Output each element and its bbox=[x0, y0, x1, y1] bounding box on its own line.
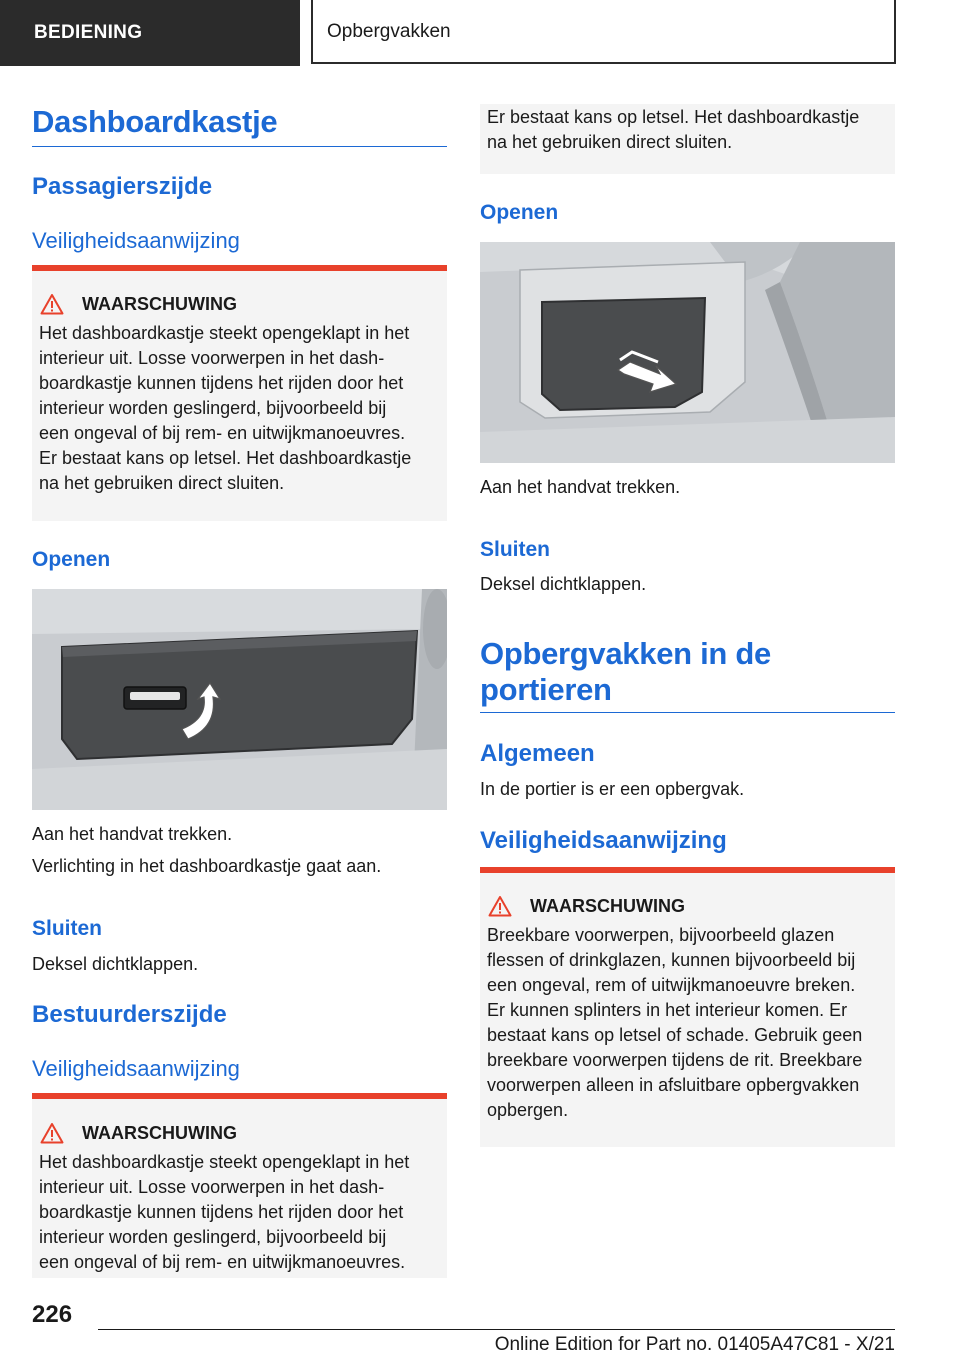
warning-line: na het gebruiken direct sluiten. bbox=[487, 132, 733, 152]
footer-rule bbox=[98, 1329, 895, 1330]
warning-text bbox=[487, 923, 887, 1123]
general-text: In de portier is er een opbergvak. bbox=[480, 779, 745, 799]
heading-sluiten-driver: Sluiten bbox=[480, 538, 551, 561]
warning-line: interieur uit. Losse voorwerpen in het dash- bbox=[39, 348, 385, 368]
section-title-dashboardkastje: Dashboardkastje bbox=[32, 104, 278, 139]
warning-line: Het dashboardkastje steekt opengeklapt in het bbox=[39, 323, 410, 343]
heading-bestuurderszijde: Bestuurderszijde bbox=[32, 1001, 227, 1028]
heading-safety-driver: Veiligheidsaanwijzing bbox=[32, 1056, 240, 1081]
warning-line: bestaat kans op letsel of schade. Gebruik geen bbox=[487, 1025, 863, 1045]
warning-line: boardkastje kunnen tijdens het rijden door het bbox=[39, 1202, 404, 1222]
footer-edition: Online Edition for Part no. 01405A47C81 - X/21 bbox=[494, 1334, 895, 1355]
warning-title bbox=[40, 292, 447, 316]
open-text-driver: Aan het handvat trekken. bbox=[480, 477, 681, 497]
warning-triangle-icon bbox=[40, 1122, 64, 1144]
warning-bar bbox=[32, 1093, 447, 1099]
warning-line: breekbare voorwerpen tijdens de rit. Breekbare bbox=[487, 1050, 863, 1070]
warning-label: WAARSCHUWING bbox=[530, 896, 685, 916]
heading-sluiten-passenger: Sluiten bbox=[32, 917, 103, 940]
warning-triangle-icon bbox=[40, 293, 64, 315]
warning-line: een ongeval of bij rem- en uitwijkmanoeuvres. bbox=[39, 423, 406, 443]
figure-glovebox-driver bbox=[480, 242, 895, 463]
chapter-tab bbox=[311, 0, 896, 64]
warning-line: voorwerpen alleen in afsluitbare opbergvakken bbox=[487, 1075, 860, 1095]
heading-openen-passenger: Openen bbox=[32, 548, 111, 571]
warning-line: interieur worden geslingerd, bijvoorbeeld bij bbox=[39, 398, 387, 418]
section-tab: BEDIENING bbox=[0, 0, 300, 66]
warning-triangle-icon bbox=[488, 895, 512, 917]
open-text-2: Verlichting in het dashboardkastje gaat aan. bbox=[32, 856, 382, 876]
warning-title bbox=[488, 894, 895, 918]
page-number: 226 bbox=[32, 1301, 73, 1328]
warning-label: WAARSCHUWING bbox=[82, 294, 237, 314]
warning-line: flessen of drinkglazen, kunnen bijvoorbeeld bij bbox=[487, 950, 856, 970]
warning-title bbox=[40, 1121, 447, 1145]
title-rule bbox=[480, 712, 895, 713]
chapter-title: Opbergvakken bbox=[327, 21, 451, 42]
warning-line: interieur worden geslingerd, bijvoorbeeld bij bbox=[39, 1227, 387, 1247]
warning-line: Breekbare voorwerpen, bijvoorbeeld glazen bbox=[487, 925, 835, 945]
warning-text bbox=[39, 321, 439, 496]
warning-line: opbergen. bbox=[487, 1100, 569, 1120]
warning-line: een ongeval of bij rem- en uitwijkmanoeuvres. bbox=[39, 1252, 406, 1272]
warning-box-driver bbox=[32, 1093, 447, 1278]
close-text-passenger: Deksel dichtklappen. bbox=[32, 954, 199, 974]
heading-passagierszijde: Passagierszijde bbox=[32, 173, 213, 200]
warning-box-continued bbox=[480, 104, 895, 174]
heading-openen-driver: Openen bbox=[480, 201, 559, 224]
warning-line: Er bestaat kans op letsel. Het dashboardkastje bbox=[487, 107, 860, 127]
title-rule bbox=[32, 146, 447, 147]
warning-line: na het gebruiken direct sluiten. bbox=[39, 473, 285, 493]
page-header bbox=[0, 0, 960, 66]
figure-glovebox-passenger bbox=[32, 589, 447, 810]
warning-line: een ongeval, rem of uitwijkmanoeuvre breken. bbox=[487, 975, 856, 995]
section-title-door-storage-line1: Opbergvakken in de bbox=[480, 636, 771, 671]
warning-bar bbox=[32, 265, 447, 271]
warning-line: boardkastje kunnen tijdens het rijden door het bbox=[39, 373, 404, 393]
heading-safety-passenger: Veiligheidsaanwijzing bbox=[32, 228, 240, 253]
warning-line: interieur uit. Losse voorwerpen in het dash- bbox=[39, 1177, 385, 1197]
warning-bar bbox=[480, 867, 895, 873]
close-text-driver: Deksel dichtklappen. bbox=[480, 574, 647, 594]
warning-box-passenger bbox=[32, 265, 447, 521]
warning-line: Er kunnen splinters in het interieur komen. Er bbox=[487, 1000, 848, 1020]
warning-line: Het dashboardkastje steekt opengeklapt in het bbox=[39, 1152, 410, 1172]
warning-label: WAARSCHUWING bbox=[82, 1123, 237, 1143]
open-text-1: Aan het handvat trekken. bbox=[32, 824, 233, 844]
section-title-door-storage-line2: portieren bbox=[480, 672, 612, 707]
heading-algemeen: Algemeen bbox=[480, 740, 595, 767]
warning-text bbox=[39, 1150, 439, 1275]
warning-box-door bbox=[480, 867, 895, 1147]
warning-line: Er bestaat kans op letsel. Het dashboardkastje bbox=[39, 448, 412, 468]
warning-text bbox=[480, 104, 895, 155]
heading-safety-door: Veiligheidsaanwijzing bbox=[480, 827, 727, 854]
